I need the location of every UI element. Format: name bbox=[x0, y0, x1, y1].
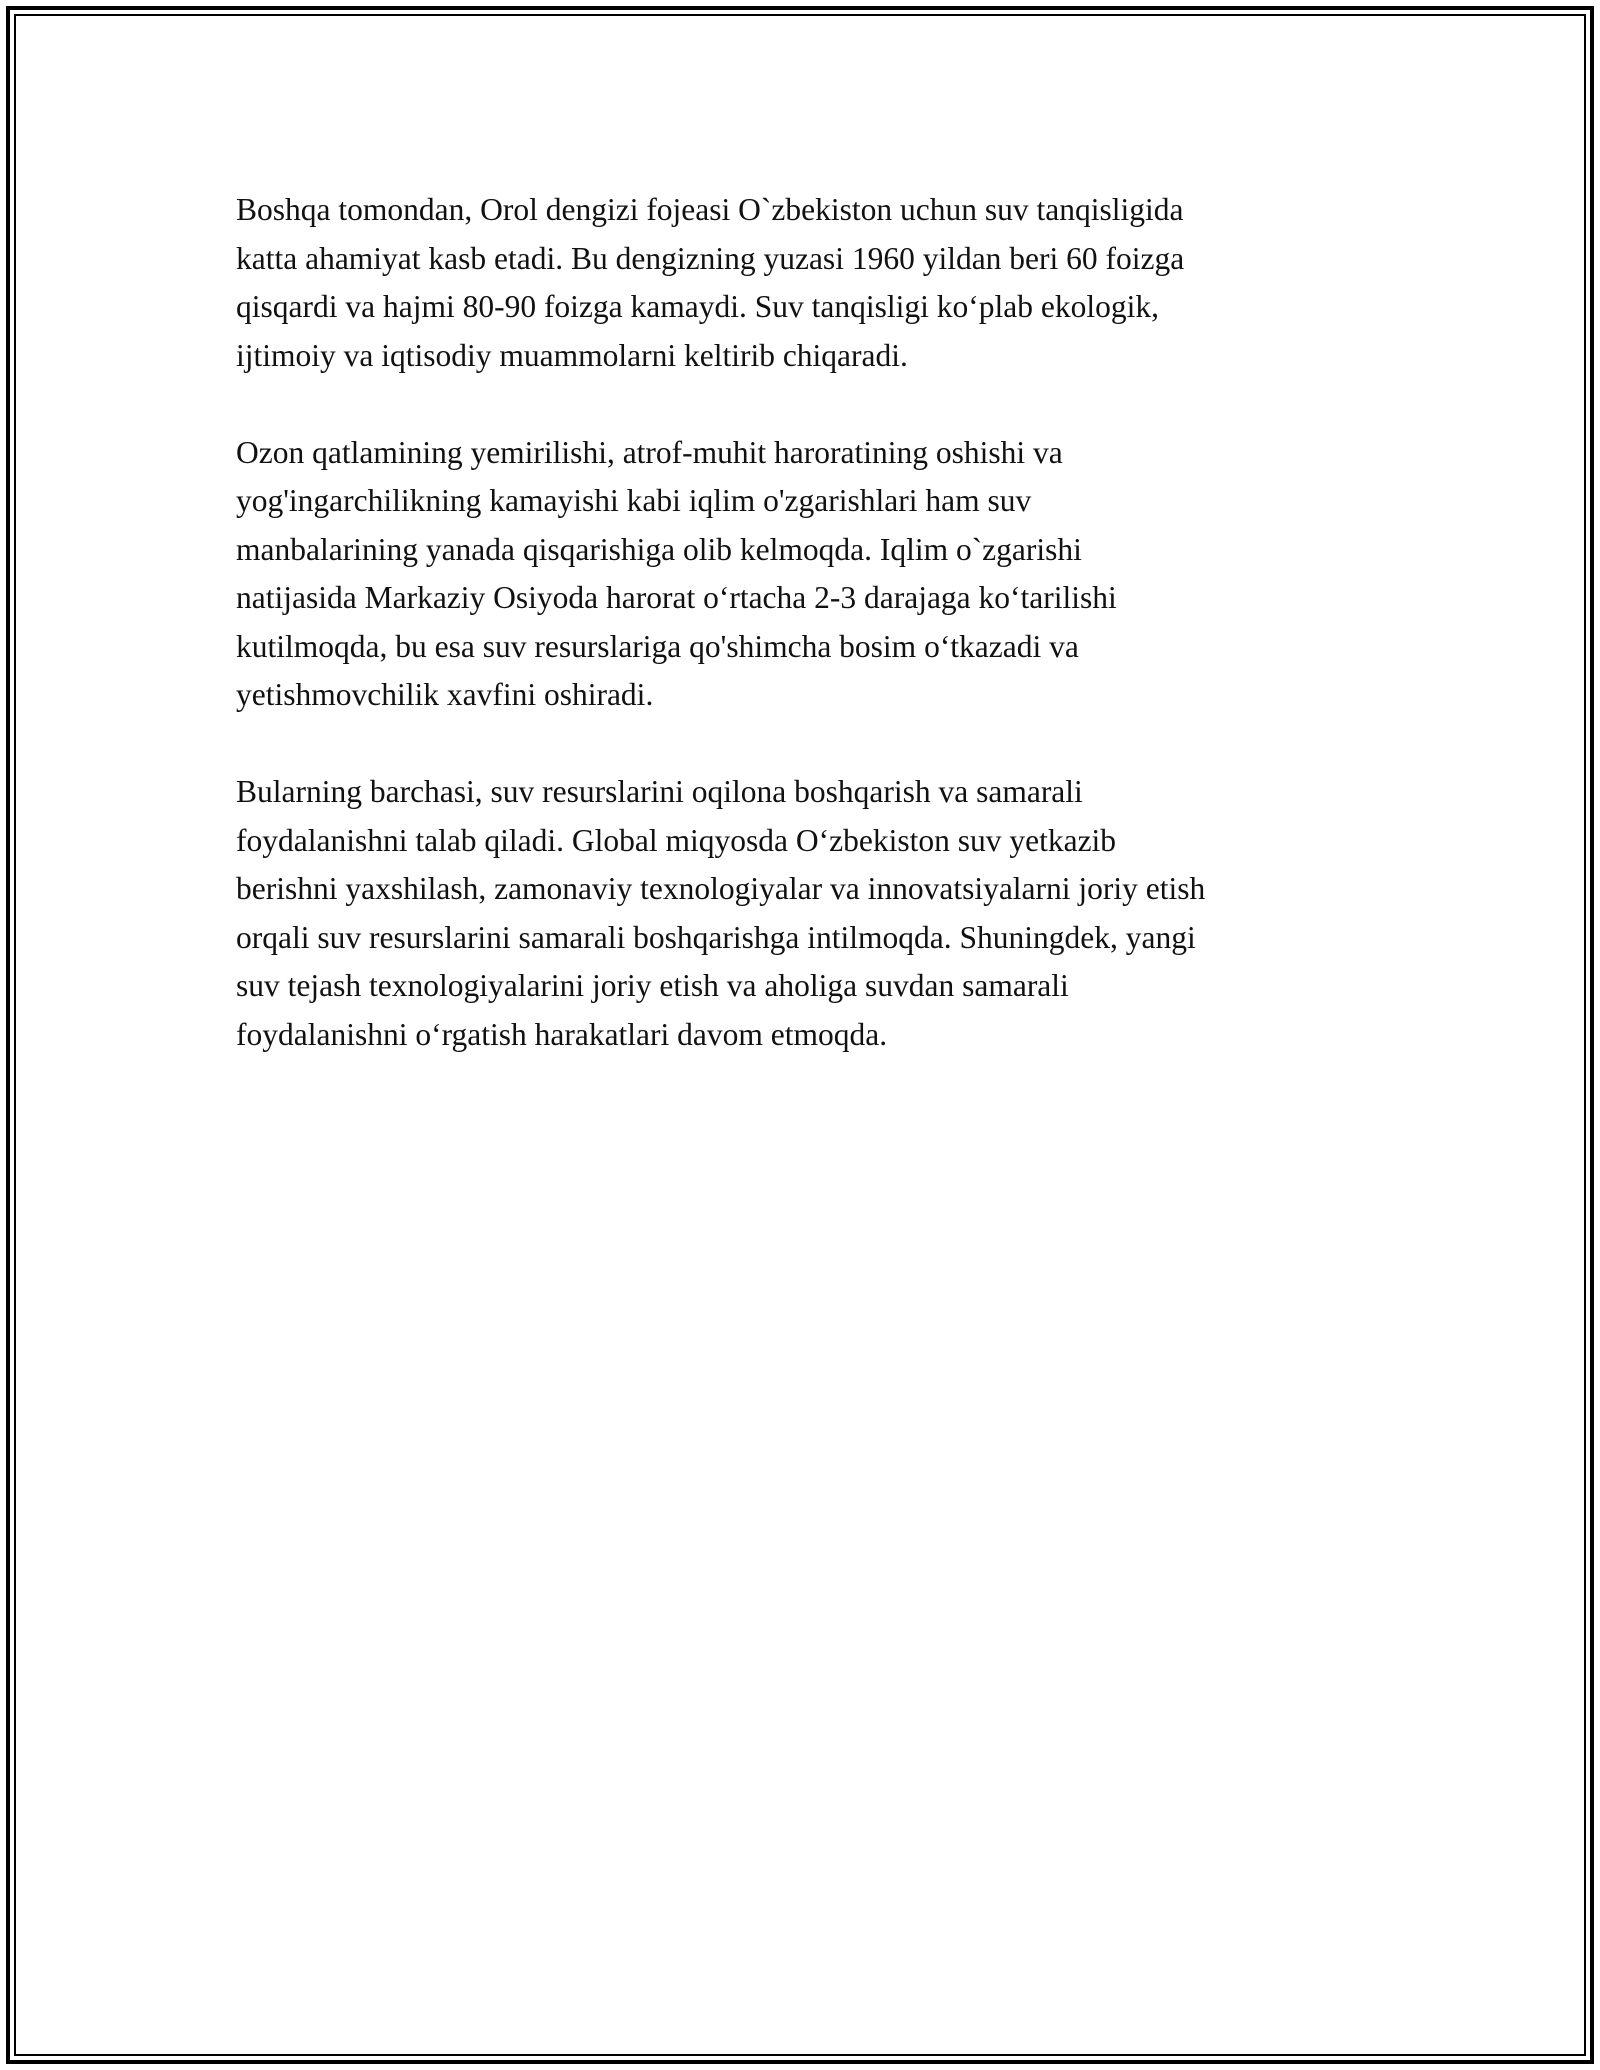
paragraph-3 bbox=[236, 768, 1386, 1059]
paragraph-line: foydalanishni o‘rgatish harakatlari davom etmoqda. bbox=[236, 1016, 888, 1052]
paragraph-line: ijtimoiy va iqtisodiy muammolarni keltirib chiqaradi. bbox=[236, 337, 908, 373]
paragraph-line: berishni yaxshilash, zamonaviy texnologiyalar va innovatsiyalarni joriy etish bbox=[236, 871, 1206, 906]
paragraph-line: Ozon qatlamining yemirilishi, atrof-muhit haroratining oshishi va bbox=[236, 434, 1063, 470]
document-body bbox=[236, 186, 1386, 1108]
paragraph-line: yog'ingarchilikning kamayishi kabi iqlim o'zgarishlari ham suv bbox=[236, 483, 1032, 518]
paragraph-2 bbox=[236, 429, 1386, 720]
paragraph-line: manbalarining yanada qisqarishiga olib kelmoqda. Iqlim o`zgarishi bbox=[236, 531, 1082, 567]
paragraph-line: Boshqa tomondan, Orol dengizi fojeasi O`zbekiston uchun suv tanqisligida bbox=[236, 192, 1184, 227]
paragraph-line: natijasida Markaziy Osiyoda harorat o‘rtacha 2-3 darajaga ko‘tarilishi bbox=[236, 580, 1117, 615]
paragraph-line: Bularning barchasi, suv resurslarini oqilona boshqarish va samarali bbox=[236, 774, 1083, 809]
paragraph-line: suv tejash texnologiyalarini joriy etish va aholiga suvdan samarali bbox=[236, 968, 1069, 1003]
paragraph-line: qisqardi va hajmi 80-90 foizga kamaydi. Suv tanqisligi ko‘plab ekologik, bbox=[236, 289, 1159, 324]
paragraph-line: kutilmoqda, bu esa suv resurslariga qo'shimcha bosim o‘tkazadi va bbox=[236, 628, 1079, 664]
paragraph-line: orqali suv resurslarini samarali boshqarishga intilmoqda. Shuningdek, yangi bbox=[236, 919, 1196, 955]
paragraph-line: yetishmovchilik xavfini oshiradi. bbox=[236, 677, 654, 712]
paragraph-line: foydalanishni talab qiladi. Global miqyosda O‘zbekiston suv yetkazib bbox=[236, 822, 1117, 858]
paragraph-line: katta ahamiyat kasb etadi. Bu dengizning yuzasi 1960 yildan beri 60 foizga bbox=[236, 240, 1185, 276]
paragraph-1 bbox=[236, 186, 1386, 380]
